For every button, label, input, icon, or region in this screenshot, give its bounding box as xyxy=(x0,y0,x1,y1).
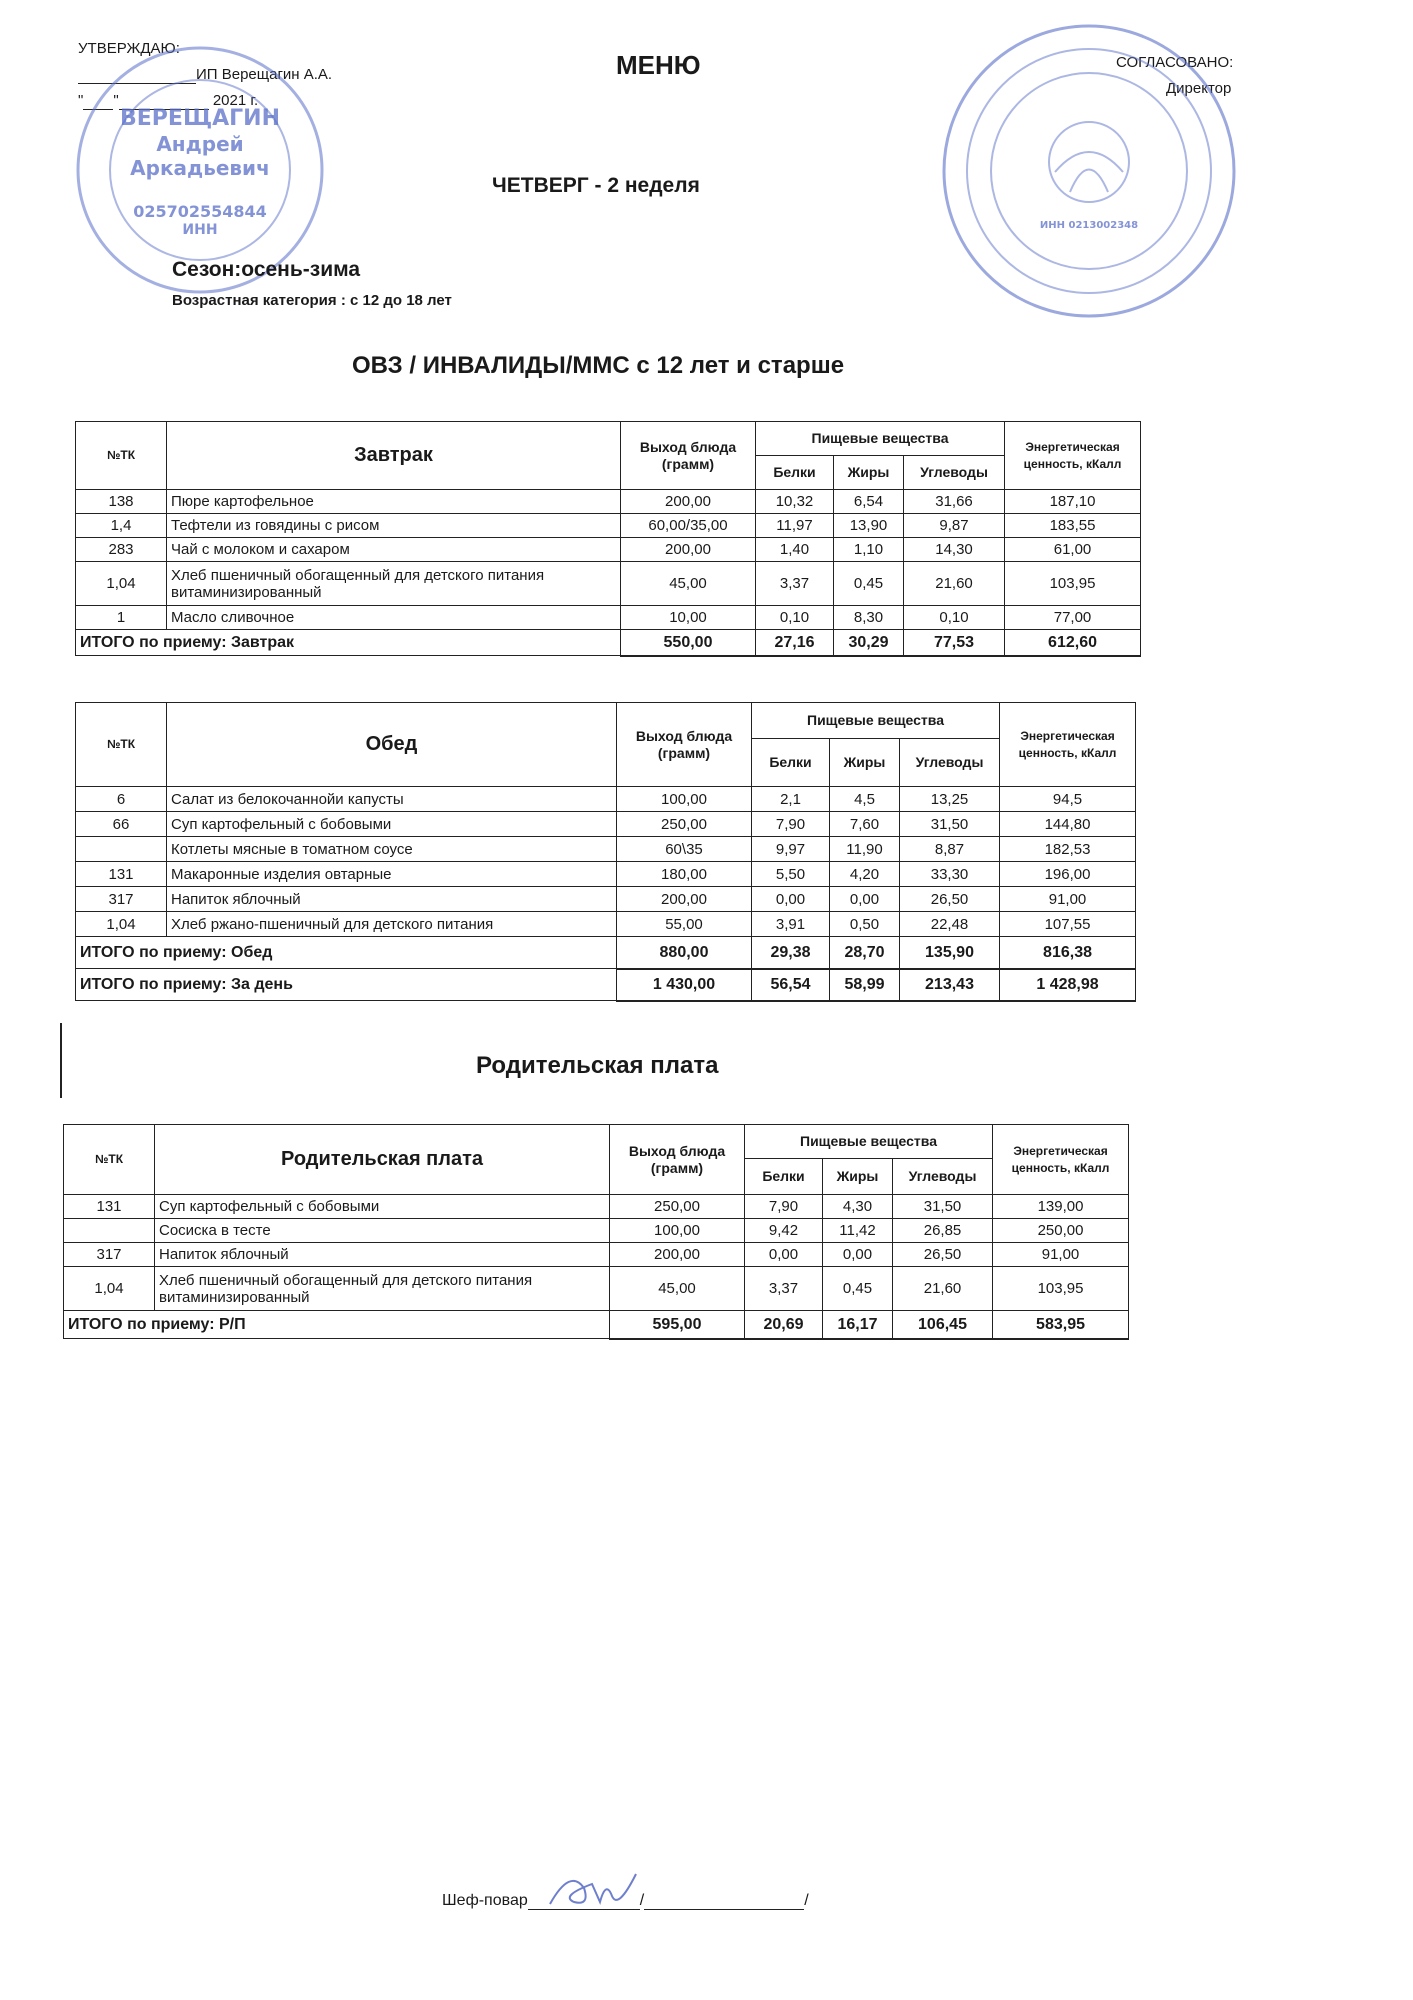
total-row xyxy=(76,937,1136,969)
row-proteins: 7,90 xyxy=(752,812,830,837)
row-proteins: 3,37 xyxy=(745,1267,823,1311)
row-num: 1,04 xyxy=(76,562,167,606)
row-name: Хлеб пшеничный обогащенный для детского питания витаминизированный xyxy=(167,562,621,606)
stamp-inn: ИНН 0213002348 xyxy=(1039,220,1139,231)
row-name: Салат из белокочаннойи капусты xyxy=(167,787,617,812)
row-output: 200,00 xyxy=(610,1243,745,1267)
row-energy: 103,95 xyxy=(993,1267,1129,1311)
row-fats: 0,45 xyxy=(834,562,904,606)
table-row xyxy=(64,1195,1129,1219)
approved-label: УТВЕРЖДАЮ: xyxy=(78,40,180,57)
row-fats: 1,10 xyxy=(834,538,904,562)
total-row xyxy=(64,1311,1129,1339)
col-output: Выход блюда (грамм) xyxy=(610,1125,745,1195)
row-name: Суп картофельный с бобовыми xyxy=(155,1195,610,1219)
col-fats: Жиры xyxy=(823,1159,893,1195)
col-nutrients: Пищевые вещества xyxy=(752,703,1000,739)
breakfast-table xyxy=(75,421,1141,657)
row-num: 1,04 xyxy=(76,912,167,937)
row-name: Макаронные изделия овтарные xyxy=(167,862,617,887)
col-nutrients: Пищевые вещества xyxy=(756,422,1005,456)
row-proteins: 1,40 xyxy=(756,538,834,562)
total-carbs: 135,90 xyxy=(900,937,1000,969)
chef-signature-icon xyxy=(540,1866,650,1916)
row-carbs: 8,87 xyxy=(900,837,1000,862)
row-name: Чай с молоком и сахаром xyxy=(167,538,621,562)
row-num xyxy=(76,837,167,862)
row-energy: 144,80 xyxy=(1000,812,1136,837)
season: Сезон:осень-зима xyxy=(172,258,361,281)
row-carbs: 26,50 xyxy=(900,887,1000,912)
row-name: Тефтели из говядины с рисом xyxy=(167,514,621,538)
col-energy: Энергетическая ценность, кКалл xyxy=(993,1125,1129,1195)
row-carbs: 21,60 xyxy=(904,562,1005,606)
right-stamp-rings xyxy=(940,22,1238,320)
stamp-name-1: ВЕРЕЩАГИН xyxy=(120,106,280,131)
col-energy: Энергетическая ценность, кКалл xyxy=(1005,422,1141,490)
row-fats: 13,90 xyxy=(834,514,904,538)
stamp-inn-label: ИНН xyxy=(182,222,218,238)
col-carbs: Углеводы xyxy=(904,456,1005,490)
row-proteins: 10,32 xyxy=(756,490,834,514)
col-carbs: Углеводы xyxy=(893,1159,993,1195)
row-num: 283 xyxy=(76,538,167,562)
row-fats: 0,45 xyxy=(823,1267,893,1311)
total-energy: 612,60 xyxy=(1005,630,1141,656)
day-title: ЧЕТВЕРГ - 2 неделя xyxy=(492,174,700,197)
row-fats: 11,90 xyxy=(830,837,900,862)
row-carbs: 13,25 xyxy=(900,787,1000,812)
table-row xyxy=(76,812,1136,837)
row-num xyxy=(64,1219,155,1243)
day-total-row xyxy=(76,969,1136,1001)
row-proteins: 5,50 xyxy=(752,862,830,887)
row-num: 317 xyxy=(64,1243,155,1267)
row-output: 45,00 xyxy=(621,562,756,606)
row-energy: 107,55 xyxy=(1000,912,1136,937)
row-fats: 8,30 xyxy=(834,606,904,630)
row-energy: 61,00 xyxy=(1005,538,1141,562)
row-fats: 4,5 xyxy=(830,787,900,812)
table-row xyxy=(76,912,1136,937)
row-carbs: 31,50 xyxy=(900,812,1000,837)
age-category: Возрастная категория : с 12 до 18 лет xyxy=(172,292,452,309)
col-output: Выход блюда (грамм) xyxy=(617,703,752,787)
day-total-proteins: 56,54 xyxy=(752,969,830,1001)
row-energy: 250,00 xyxy=(993,1219,1129,1243)
director-label: Директор xyxy=(1166,80,1232,97)
row-num: 1 xyxy=(76,606,167,630)
total-energy: 816,38 xyxy=(1000,937,1136,969)
chef-slash-end: / xyxy=(804,1892,809,1909)
row-carbs: 31,50 xyxy=(893,1195,993,1219)
day-total-output: 1 430,00 xyxy=(617,969,752,1001)
row-proteins: 0,10 xyxy=(756,606,834,630)
row-name: Хлеб ржано-пшеничный для детского питания xyxy=(167,912,617,937)
row-num: 131 xyxy=(64,1195,155,1219)
row-carbs: 31,66 xyxy=(904,490,1005,514)
row-carbs: 9,87 xyxy=(904,514,1005,538)
total-row xyxy=(76,630,1141,656)
row-energy: 77,00 xyxy=(1005,606,1141,630)
frame-line xyxy=(60,1023,62,1098)
total-output: 880,00 xyxy=(617,937,752,969)
table-row xyxy=(76,837,1136,862)
stamp-name-3: Аркадьевич xyxy=(130,156,270,180)
col-proteins: Белки xyxy=(756,456,834,490)
row-fats: 7,60 xyxy=(830,812,900,837)
day-total-energy: 1 428,98 xyxy=(1000,969,1136,1001)
row-carbs: 26,50 xyxy=(893,1243,993,1267)
row-num: 6 xyxy=(76,787,167,812)
lunch-table xyxy=(75,702,1136,1002)
row-output: 180,00 xyxy=(617,862,752,887)
row-proteins: 7,90 xyxy=(745,1195,823,1219)
row-num: 1,04 xyxy=(64,1267,155,1311)
row-name: Хлеб пшеничный обогащенный для детского питания витаминизированный xyxy=(155,1267,610,1311)
table-row xyxy=(76,787,1136,812)
total-fats: 28,70 xyxy=(830,937,900,969)
page-title: МЕНЮ xyxy=(616,50,701,80)
row-carbs: 0,10 xyxy=(904,606,1005,630)
year: 2021 г. xyxy=(212,92,259,109)
col-energy: Энергетическая ценность, кКалл xyxy=(1000,703,1136,787)
row-carbs: 33,30 xyxy=(900,862,1000,887)
agreed-label: СОГЛАСОВАНО: xyxy=(1116,54,1234,71)
row-carbs: 21,60 xyxy=(893,1267,993,1311)
day-total-carbs: 213,43 xyxy=(900,969,1000,1001)
total-output: 550,00 xyxy=(621,630,756,656)
row-proteins: 3,91 xyxy=(752,912,830,937)
col-fats: Жиры xyxy=(830,739,900,787)
col-nutrients: Пищевые вещества xyxy=(745,1125,993,1159)
row-output: 250,00 xyxy=(610,1195,745,1219)
parent-table xyxy=(63,1124,1129,1340)
row-output: 45,00 xyxy=(610,1267,745,1311)
table-row xyxy=(76,514,1141,538)
row-name: Пюре картофельное xyxy=(167,490,621,514)
row-num: 138 xyxy=(76,490,167,514)
col-proteins: Белки xyxy=(745,1159,823,1195)
row-proteins: 0,00 xyxy=(752,887,830,912)
row-energy: 139,00 xyxy=(993,1195,1129,1219)
total-fats: 16,17 xyxy=(823,1311,893,1339)
row-output: 60\35 xyxy=(617,837,752,862)
row-name: Суп картофельный с бобовыми xyxy=(167,812,617,837)
total-proteins: 20,69 xyxy=(745,1311,823,1339)
row-energy: 182,53 xyxy=(1000,837,1136,862)
row-fats: 11,42 xyxy=(823,1219,893,1243)
col-num: №ТК xyxy=(64,1125,155,1195)
row-proteins: 11,97 xyxy=(756,514,834,538)
meal-title: Завтрак xyxy=(167,422,621,490)
row-num: 131 xyxy=(76,862,167,887)
row-output: 200,00 xyxy=(621,490,756,514)
col-fats: Жиры xyxy=(834,456,904,490)
row-name: Напиток яблочный xyxy=(155,1243,610,1267)
row-carbs: 14,30 xyxy=(904,538,1005,562)
date-quote-close: " xyxy=(113,92,119,109)
row-proteins: 2,1 xyxy=(752,787,830,812)
row-energy: 94,5 xyxy=(1000,787,1136,812)
chef-name-blank xyxy=(644,1893,804,1910)
row-num: 1,4 xyxy=(76,514,167,538)
row-fats: 4,30 xyxy=(823,1195,893,1219)
row-proteins: 3,37 xyxy=(756,562,834,606)
chef-slash: / xyxy=(639,1892,645,1909)
row-energy: 183,55 xyxy=(1005,514,1141,538)
total-fats: 30,29 xyxy=(834,630,904,656)
row-carbs: 26,85 xyxy=(893,1219,993,1243)
right-stamp xyxy=(940,22,1238,320)
row-num: 317 xyxy=(76,887,167,912)
row-output: 200,00 xyxy=(621,538,756,562)
row-proteins: 9,42 xyxy=(745,1219,823,1243)
row-output: 100,00 xyxy=(610,1219,745,1243)
row-name: Масло сливочное xyxy=(167,606,621,630)
total-label: ИТОГО по приему: Обед xyxy=(76,937,617,969)
total-label: ИТОГО по приему: Завтрак xyxy=(76,630,621,656)
total-carbs: 106,45 xyxy=(893,1311,993,1339)
total-energy: 583,95 xyxy=(993,1311,1129,1339)
col-num: №ТК xyxy=(76,422,167,490)
total-output: 595,00 xyxy=(610,1311,745,1339)
table-row xyxy=(76,887,1136,912)
table-row xyxy=(76,606,1141,630)
row-energy: 196,00 xyxy=(1000,862,1136,887)
table-row xyxy=(64,1219,1129,1243)
row-energy: 91,00 xyxy=(1000,887,1136,912)
row-fats: 4,20 xyxy=(830,862,900,887)
col-output: Выход блюда (грамм) xyxy=(621,422,756,490)
table-row xyxy=(76,538,1141,562)
total-proteins: 27,16 xyxy=(756,630,834,656)
row-output: 250,00 xyxy=(617,812,752,837)
table-row xyxy=(76,562,1141,606)
row-name: Сосиска в тесте xyxy=(155,1219,610,1243)
row-name: Котлеты мясные в томатном соусе xyxy=(167,837,617,862)
row-output: 10,00 xyxy=(621,606,756,630)
day-total-label: ИТОГО по приему: За день xyxy=(76,969,617,1001)
table-row xyxy=(64,1243,1129,1267)
date-quote-open: " xyxy=(78,92,84,109)
row-carbs: 22,48 xyxy=(900,912,1000,937)
row-energy: 91,00 xyxy=(993,1243,1129,1267)
row-fats: 0,00 xyxy=(830,887,900,912)
row-energy: 103,95 xyxy=(1005,562,1141,606)
row-fats: 0,00 xyxy=(823,1243,893,1267)
stamp-inn-number: 025702554844 xyxy=(133,202,267,221)
row-fats: 0,50 xyxy=(830,912,900,937)
day-total-fats: 58,99 xyxy=(830,969,900,1001)
row-output: 60,00/35,00 xyxy=(621,514,756,538)
stamp-name-2: Андрей xyxy=(156,132,244,156)
approver-name: ИП Верещагин А.А. xyxy=(196,66,333,83)
parent-section-title: Родительская плата xyxy=(476,1052,719,1079)
row-output: 55,00 xyxy=(617,912,752,937)
chef-label: Шеф-повар xyxy=(442,1892,528,1909)
row-num: 66 xyxy=(76,812,167,837)
row-energy: 187,10 xyxy=(1005,490,1141,514)
table-row xyxy=(76,490,1141,514)
table-row xyxy=(64,1267,1129,1311)
total-proteins: 29,38 xyxy=(752,937,830,969)
col-proteins: Белки xyxy=(752,739,830,787)
group-title: ОВЗ / ИНВАЛИДЫ/ММС с 12 лет и старше xyxy=(352,352,845,379)
row-output: 100,00 xyxy=(617,787,752,812)
col-carbs: Углеводы xyxy=(900,739,1000,787)
total-carbs: 77,53 xyxy=(904,630,1005,656)
row-output: 200,00 xyxy=(617,887,752,912)
row-proteins: 9,97 xyxy=(752,837,830,862)
table-row xyxy=(76,862,1136,887)
row-proteins: 0,00 xyxy=(745,1243,823,1267)
meal-title: Обед xyxy=(167,703,617,787)
col-num: №ТК xyxy=(76,703,167,787)
row-name: Напиток яблочный xyxy=(167,887,617,912)
total-label: ИТОГО по приему: Р/П xyxy=(64,1311,610,1339)
meal-title: Родительская плата xyxy=(155,1125,610,1195)
row-fats: 6,54 xyxy=(834,490,904,514)
